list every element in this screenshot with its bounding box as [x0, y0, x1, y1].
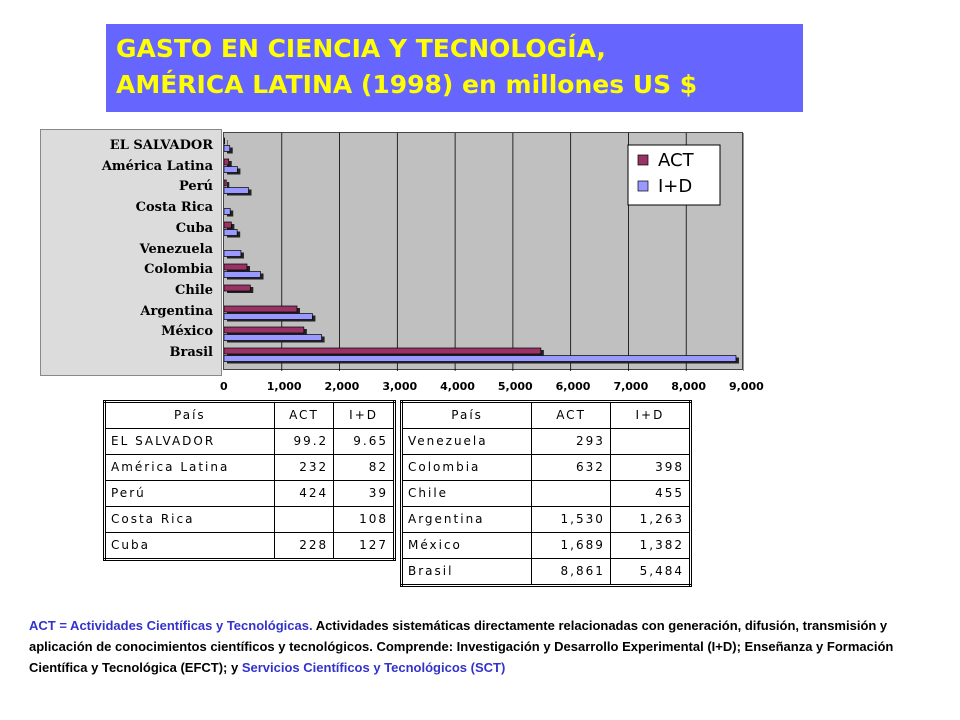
- table-header: País: [105, 402, 275, 429]
- bar-shadow: [227, 182, 229, 188]
- category-label: Costa Rica: [135, 200, 213, 216]
- table-cell: 99.2: [274, 429, 334, 455]
- table-cell: Argentina: [402, 507, 532, 533]
- table-cell: Venezuela: [402, 429, 532, 455]
- bar-id-10: [224, 356, 736, 362]
- plot-area: [223, 132, 743, 370]
- category-label: EL SALVADOR: [109, 138, 213, 153]
- table-cell: 1,530: [532, 507, 611, 533]
- table-cell: 398: [610, 455, 690, 481]
- table-header: País: [402, 402, 532, 429]
- table-cell: Brasil: [402, 559, 532, 586]
- table-cell: 1,382: [610, 533, 690, 559]
- x-tick-label: 8,000: [671, 380, 707, 393]
- category-label: Chile: [175, 282, 213, 298]
- table-cell: 39: [334, 481, 395, 507]
- x-tick-label: 3,000: [382, 380, 418, 393]
- table-cell: EL SALVADOR: [105, 429, 275, 455]
- bar-act-2: [224, 180, 226, 186]
- bar-act-1: [224, 159, 229, 165]
- table-cell: [274, 507, 334, 533]
- table-cell: 8,861: [532, 559, 611, 586]
- data-table-left: [103, 400, 396, 561]
- table-cell: Costa Rica: [105, 507, 275, 533]
- table-cell: 1,263: [610, 507, 690, 533]
- category-label-panel: [40, 129, 222, 376]
- title-line-1: GASTO EN CIENCIA Y TECNOLOGÍA,: [116, 34, 606, 63]
- table-row: [402, 533, 691, 559]
- bar-act-6: [224, 264, 247, 270]
- x-tick-label: 7,000: [613, 380, 649, 393]
- table-cell: 9.65: [334, 429, 395, 455]
- table-row: [105, 455, 395, 481]
- category-label: Argentina: [140, 303, 213, 319]
- table-cell: 293: [532, 429, 611, 455]
- bar-id-0: [224, 146, 230, 152]
- bar-id-6: [224, 272, 261, 278]
- table-cell: [610, 429, 690, 455]
- legend-label-1: I+D: [658, 176, 693, 197]
- category-label: Venezuela: [139, 241, 213, 257]
- x-tick-label: 4,000: [440, 380, 475, 393]
- table-cell: Perú: [105, 481, 275, 507]
- table-cell: [532, 481, 611, 507]
- legend-swatch-0: [638, 155, 648, 165]
- table-row: [402, 429, 691, 455]
- footnote-act-definition: ACT = Actividades Científicas y Tecnológicas.: [29, 618, 313, 633]
- table-cell: 82: [334, 455, 395, 481]
- category-label: México: [161, 324, 213, 340]
- title-line-2: AMÉRICA LATINA (1998) en millones US $: [116, 70, 698, 99]
- bar-chart: [224, 133, 744, 371]
- x-tick-label: 1,000: [266, 380, 302, 393]
- table-row: [402, 507, 691, 533]
- category-label: Brasil: [169, 345, 213, 360]
- category-label: Perú: [179, 179, 213, 195]
- table-row: [402, 559, 691, 586]
- bar-act-8: [224, 306, 297, 312]
- x-tick-label: 5,000: [497, 380, 533, 393]
- table-cell: Colombia: [402, 455, 532, 481]
- table-cell: 632: [532, 455, 611, 481]
- table-row: [402, 481, 691, 507]
- table-row: [105, 481, 395, 507]
- table-header: I+D: [610, 402, 690, 429]
- table-cell: Chile: [402, 481, 532, 507]
- bar-id-3: [224, 209, 230, 215]
- table-cell: América Latina: [105, 455, 275, 481]
- title-box: [106, 24, 803, 112]
- table-header: I+D: [334, 402, 395, 429]
- bar-act-7: [224, 285, 250, 291]
- bar-act-0: [224, 138, 225, 144]
- table-cell: 127: [334, 533, 395, 560]
- table-row: [105, 533, 395, 560]
- bar-shadow: [227, 140, 228, 146]
- x-tick-label: 2,000: [324, 380, 360, 393]
- table-cell: México: [402, 533, 532, 559]
- table-cell: 424: [274, 481, 334, 507]
- x-tick-label: 9,000: [729, 380, 764, 393]
- bar-act-9: [224, 327, 304, 333]
- table-cell: 108: [334, 507, 395, 533]
- category-label: Colombia: [144, 262, 213, 278]
- table-row: [105, 429, 395, 455]
- footnote: [29, 615, 934, 678]
- bar-id-5: [224, 251, 241, 257]
- legend-label-0: ACT: [658, 150, 694, 171]
- x-tick-label: 0: [220, 380, 228, 393]
- x-tick-label: 6,000: [555, 380, 591, 393]
- table-cell: 5,484: [610, 559, 690, 586]
- table-cell: 1,689: [532, 533, 611, 559]
- bar-id-2: [224, 188, 248, 194]
- table-cell: 455: [610, 481, 690, 507]
- footnote-description: Actividades sistemáticas directamente relacionadas con generación, difusión, transmisión y aplicación de conocimientos científicos y tecnológicos. Comprende: Investigación y Desarrollo Experimental (I+D); Enseñanza y Formación Científica y Tecnológica (EFCT); y: [29, 618, 894, 675]
- table-header: ACT: [274, 402, 334, 429]
- bar-id-4: [224, 230, 237, 236]
- category-label: América Latina: [101, 158, 213, 174]
- bar-act-10: [224, 348, 541, 354]
- table-cell: Cuba: [105, 533, 275, 560]
- data-table-right: [400, 400, 692, 587]
- footnote-sct: Servicios Científicos y Tecnológicos (SCT): [241, 660, 506, 675]
- table-cell: 232: [274, 455, 334, 481]
- bar-id-8: [224, 314, 312, 320]
- category-label: Cuba: [175, 220, 213, 236]
- table-header: ACT: [532, 402, 611, 429]
- bar-act-4: [224, 222, 231, 228]
- bar-id-1: [224, 167, 237, 173]
- table-cell: 228: [274, 533, 334, 560]
- legend-swatch-1: [638, 181, 648, 191]
- table-row: [105, 507, 395, 533]
- bar-id-9: [224, 335, 322, 341]
- table-row: [402, 455, 691, 481]
